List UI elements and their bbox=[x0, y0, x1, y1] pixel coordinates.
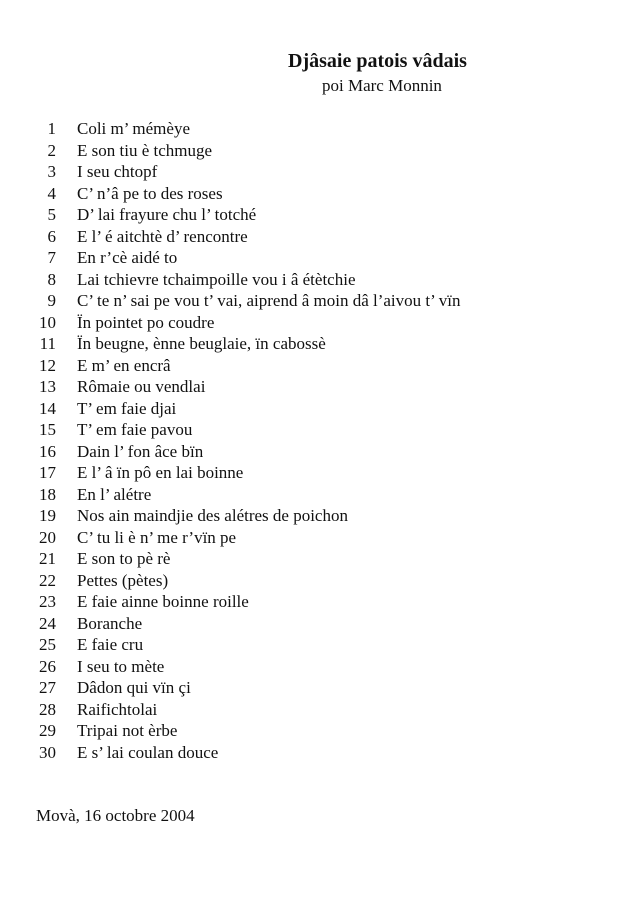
line-text: Ïn beugne, ènne beuglaie, ïn cabossè bbox=[77, 334, 326, 353]
line-number: 27 bbox=[39, 678, 56, 697]
numbered-list bbox=[36, 118, 461, 763]
line-text: En l’ alétre bbox=[77, 484, 152, 504]
line-number: 14 bbox=[39, 398, 56, 418]
document-title: Djâsaie patois vâdais bbox=[288, 50, 467, 72]
line-number: 1 bbox=[47, 119, 56, 138]
line-number: 13 bbox=[39, 377, 56, 396]
list-item bbox=[36, 226, 248, 248]
list-item bbox=[36, 355, 171, 377]
line-text: E faie cru bbox=[77, 635, 144, 654]
list-item bbox=[36, 161, 158, 183]
line-text: En r’cè aidé to bbox=[77, 248, 178, 267]
line-text: Dâdon qui vïn çi bbox=[77, 678, 191, 697]
list-item bbox=[36, 656, 165, 678]
line-text: Nos ain maindjie des alétres de poichon bbox=[77, 506, 348, 525]
line-number: 23 bbox=[39, 592, 56, 611]
line-text: E s’ lai coulan douce bbox=[77, 742, 219, 762]
list-item bbox=[36, 742, 219, 764]
list-item bbox=[36, 441, 204, 463]
line-number: 16 bbox=[39, 441, 56, 461]
list-item bbox=[36, 677, 191, 699]
line-text: D’ lai frayure chu l’ totché bbox=[77, 205, 257, 224]
list-item bbox=[36, 398, 177, 420]
line-text: I seu to mète bbox=[77, 656, 165, 676]
line-number: 21 bbox=[39, 549, 56, 568]
list-item bbox=[36, 570, 169, 592]
line-number: 30 bbox=[39, 742, 56, 762]
line-number: 7 bbox=[47, 248, 56, 267]
list-item bbox=[36, 720, 178, 742]
line-number: 9 bbox=[47, 291, 56, 310]
list-item bbox=[36, 312, 215, 334]
list-item bbox=[36, 183, 223, 205]
line-number: 26 bbox=[39, 656, 56, 676]
line-text: E m’ en encrâ bbox=[77, 355, 171, 375]
line-text: Rômaie ou vendlai bbox=[77, 377, 206, 396]
list-item bbox=[36, 484, 152, 506]
list-item bbox=[36, 419, 193, 441]
list-item bbox=[36, 634, 144, 656]
list-item bbox=[36, 204, 257, 226]
document-author: poi Marc Monnin bbox=[322, 76, 442, 95]
line-text: C’ te n’ sai pe vou t’ vai, aiprend â moin dâ l’aivou t’ vïn bbox=[77, 291, 461, 310]
list-item bbox=[36, 333, 326, 355]
line-number: 8 bbox=[47, 269, 56, 289]
line-number: 19 bbox=[39, 506, 56, 525]
list-item bbox=[36, 290, 461, 312]
line-text: Ïn pointet po coudre bbox=[77, 312, 215, 332]
line-number: 12 bbox=[39, 355, 56, 375]
line-number: 29 bbox=[39, 721, 56, 740]
list-item bbox=[36, 247, 178, 269]
line-text: Lai tchievre tchaimpoille vou i â étètchie bbox=[77, 269, 356, 289]
list-item bbox=[36, 527, 237, 549]
list-item bbox=[36, 699, 158, 721]
list-item bbox=[36, 462, 244, 484]
list-item bbox=[36, 548, 171, 570]
line-text: Coli m’ mémèye bbox=[77, 119, 190, 138]
line-number: 10 bbox=[39, 312, 56, 332]
line-number: 5 bbox=[47, 205, 56, 224]
line-text: I seu chtopf bbox=[77, 162, 158, 181]
line-number: 28 bbox=[39, 699, 56, 719]
list-item bbox=[36, 118, 190, 140]
list-item bbox=[36, 591, 249, 613]
line-number: 25 bbox=[39, 635, 56, 654]
line-number: 20 bbox=[39, 527, 56, 547]
list-item bbox=[36, 140, 213, 162]
line-text: E l’ é aitchtè d’ rencontre bbox=[77, 226, 248, 246]
line-number: 4 bbox=[47, 183, 56, 203]
line-number: 11 bbox=[39, 334, 56, 353]
line-number: 22 bbox=[39, 570, 56, 590]
line-number: 3 bbox=[47, 162, 56, 181]
list-item bbox=[36, 613, 143, 635]
list-item bbox=[36, 269, 356, 291]
line-text: Dain l’ fon âce bïn bbox=[77, 441, 204, 461]
line-number: 15 bbox=[39, 420, 56, 439]
line-text: T’ em faie djai bbox=[77, 398, 177, 418]
line-text: E son to pè rè bbox=[77, 549, 171, 568]
list-item bbox=[36, 376, 206, 398]
line-number: 2 bbox=[47, 140, 56, 160]
line-number: 18 bbox=[39, 484, 56, 504]
line-text: Boranche bbox=[77, 613, 143, 633]
list-item bbox=[36, 505, 348, 527]
line-text: T’ em faie pavou bbox=[77, 420, 193, 439]
line-text: Raifichtolai bbox=[77, 699, 158, 719]
line-text: Pettes (pètes) bbox=[77, 570, 169, 590]
line-number: 6 bbox=[47, 226, 56, 246]
line-text: Tripai not èrbe bbox=[77, 721, 178, 740]
line-text: E l’ â ïn pô en lai boinne bbox=[77, 463, 244, 482]
line-text: E faie ainne boinne roille bbox=[77, 592, 249, 611]
place-date: Movà, 16 octobre 2004 bbox=[36, 806, 195, 825]
line-text: C’ n’â pe to des roses bbox=[77, 183, 223, 203]
line-text: C’ tu li è n’ me r’vïn pe bbox=[77, 527, 237, 547]
line-number: 24 bbox=[39, 613, 56, 633]
line-number: 17 bbox=[39, 463, 56, 482]
line-text: E son tiu è tchmuge bbox=[77, 140, 213, 160]
